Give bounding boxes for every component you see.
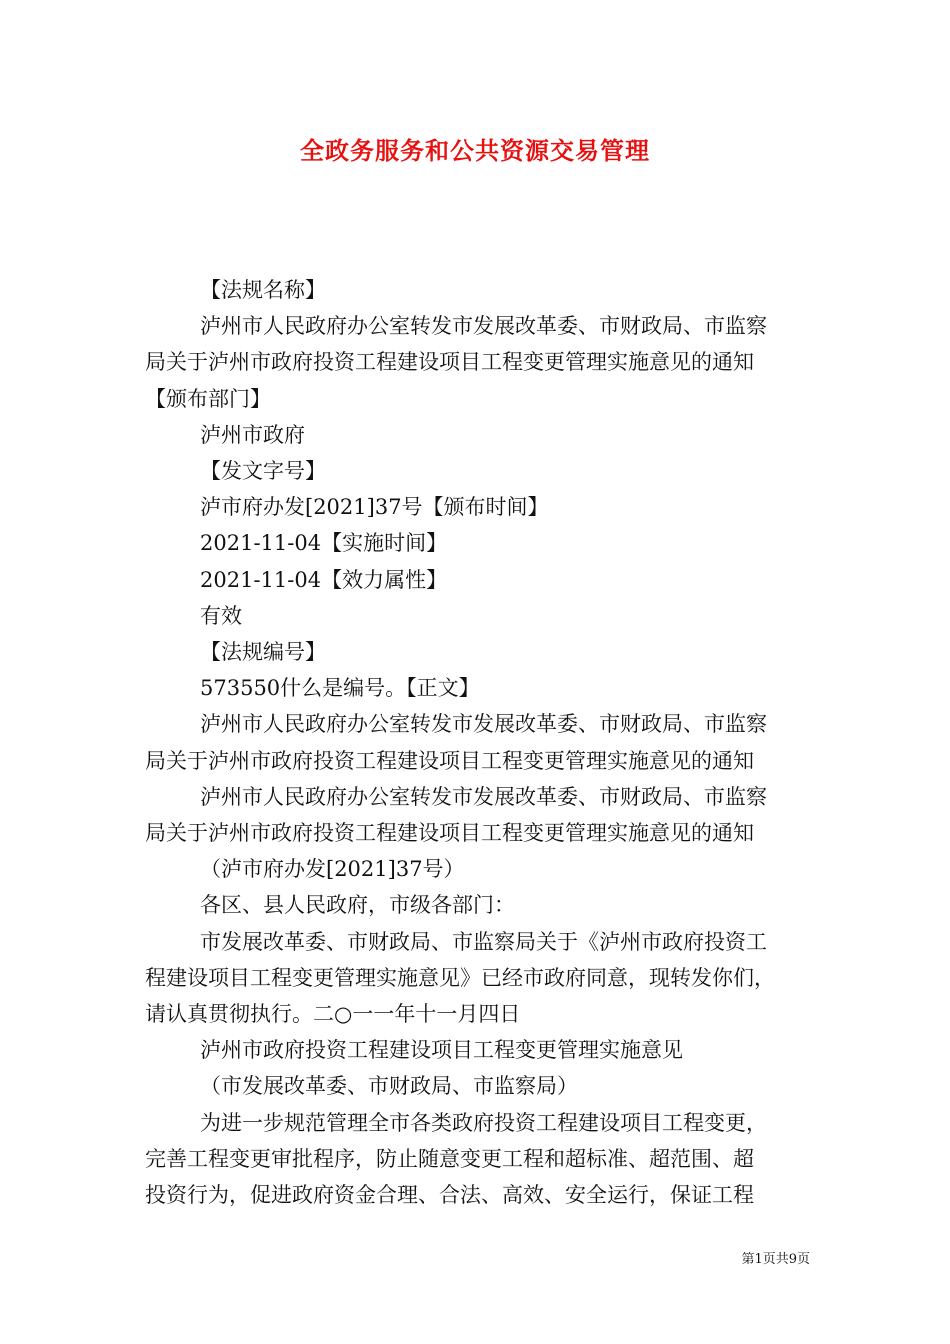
line-11: 【法规编号】 <box>200 640 326 665</box>
line-23: （市发展改革委、市财政局、市监察局） <box>200 1074 578 1099</box>
line-16: 局关于泸州市政府投资工程建设项目工程变更管理实施意见的通知 <box>145 821 754 846</box>
document-title: 全政务服务和公共资源交易管理 <box>300 136 650 165</box>
page-number: 第1页共9页 <box>741 1252 810 1267</box>
line-21: 请认真贯彻执行。二○一一年十一月四日 <box>145 1002 521 1027</box>
line-3: 局关于泸州市政府投资工程建设项目工程变更管理实施意见的通知 <box>145 350 754 375</box>
line-6: 【发文字号】 <box>200 459 326 484</box>
line-17: （泸市府办发[2021]37号） <box>200 857 465 882</box>
line-1: 【法规名称】 <box>200 278 326 302</box>
line-7: 泸市府办发[2021]37号【颁布时间】 <box>200 495 549 520</box>
line-22: 泸州市政府投资工程建设项目工程变更管理实施意见 <box>200 1038 683 1063</box>
line-2: 泸州市人民政府办公室转发市发展改革委、市财政局、市监察 <box>200 314 767 339</box>
line-24: 为进一步规范管理全市各类政府投资工程建设项目工程变更， <box>200 1110 767 1135</box>
line-14: 局关于泸州市政府投资工程建设项目工程变更管理实施意见的通知 <box>145 748 754 773</box>
line-20: 程建设项目工程变更管理实施意见》已经市政府同意，现转发你们， <box>145 965 775 990</box>
line-15: 泸州市人民政府办公室转发市发展改革委、市财政局、市监察 <box>200 784 767 809</box>
line-18: 各区、县人民政府，市级各部门： <box>200 893 515 918</box>
line-5: 泸州市政府 <box>200 422 305 447</box>
line-4: 【颁布部门】 <box>145 386 271 411</box>
line-10: 有效 <box>200 603 242 628</box>
line-9: 2021-11-04【效力属性】 <box>200 567 448 592</box>
line-12: 573550什么是编号。【正文】 <box>200 676 480 701</box>
line-13: 泸州市人民政府办公室转发市发展改革委、市财政局、市监察 <box>200 712 767 737</box>
line-26: 投资行为，促进政府资金合理、合法、高效、安全运行，保证工程 <box>145 1183 754 1208</box>
line-8: 2021-11-04【实施时间】 <box>200 531 448 556</box>
line-19: 市发展改革委、市财政局、市监察局关于《泸州市政府投资工 <box>200 929 767 954</box>
line-25: 完善工程变更审批程序，防止随意变更工程和超标准、超范围、超 <box>145 1146 754 1171</box>
document-body <box>145 272 810 1213</box>
